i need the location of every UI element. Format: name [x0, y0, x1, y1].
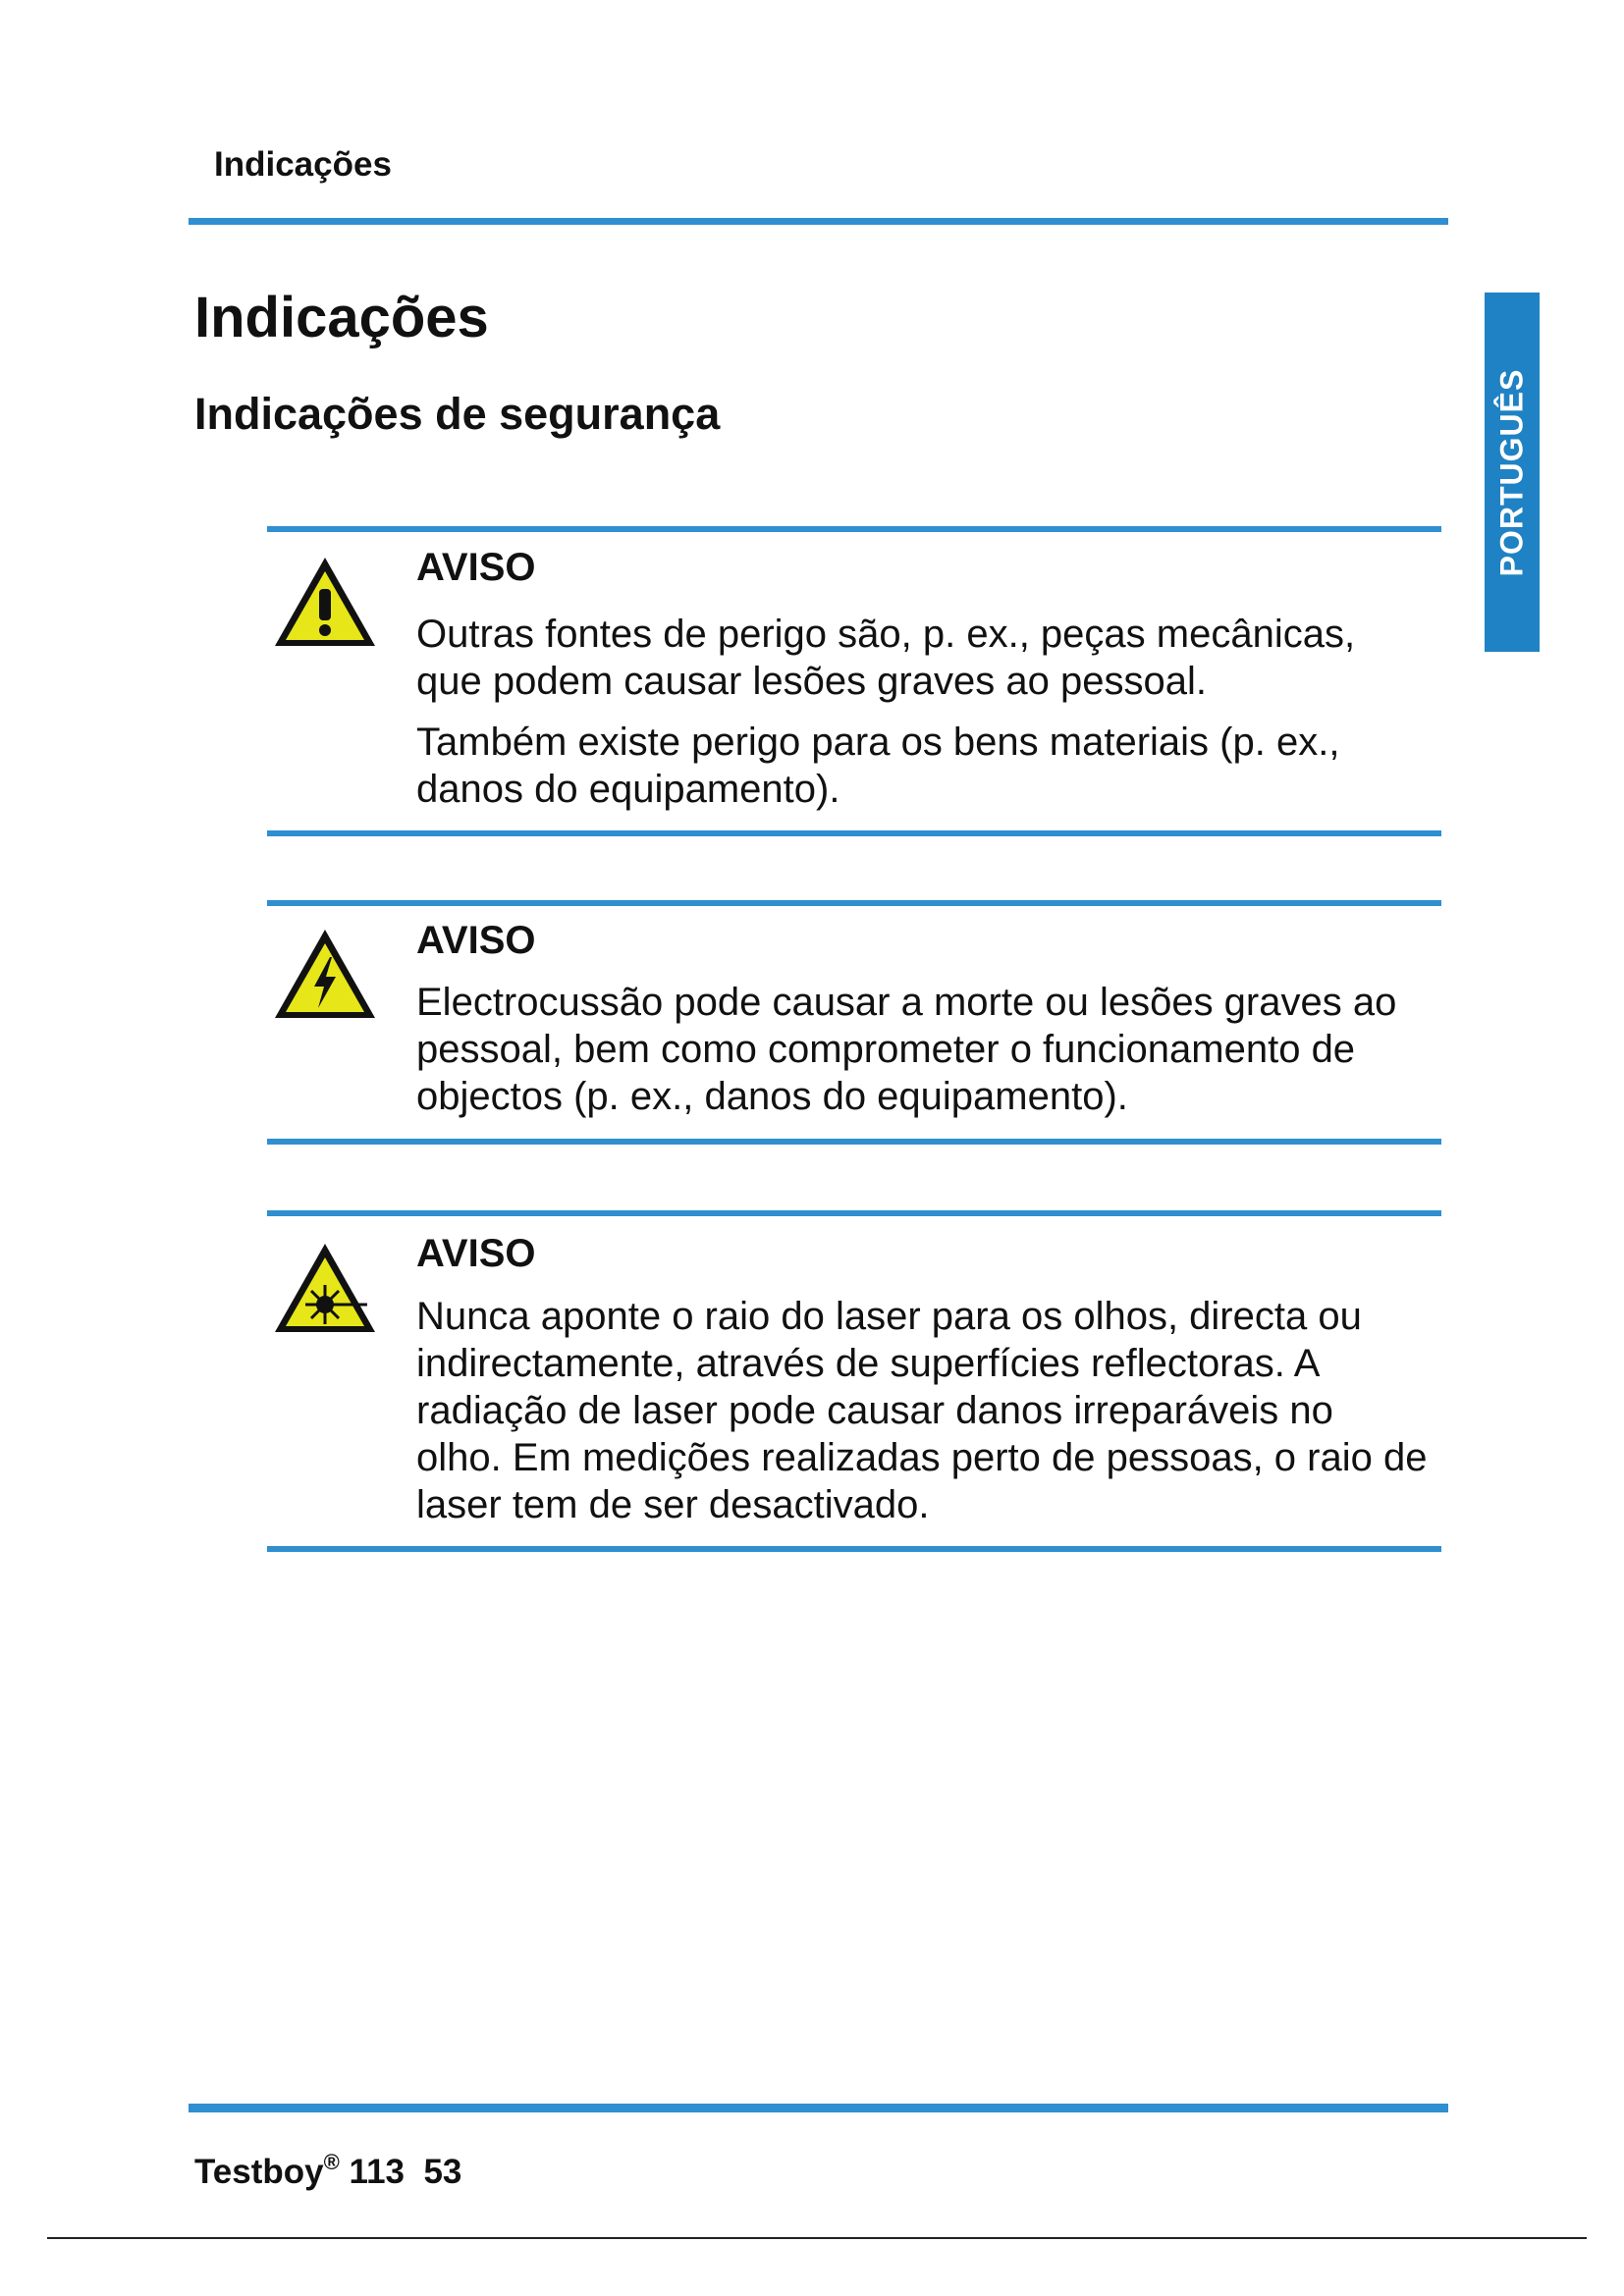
running-header: Indicações: [214, 145, 392, 184]
language-tab-label: PORTUGUÊS: [1493, 368, 1530, 576]
warning-box: [267, 526, 1441, 840]
page-title: Indicações: [194, 286, 489, 349]
warning-box: [267, 1210, 1441, 1564]
general-warning-icon: [271, 554, 379, 650]
warning-text: Também existe perigo para os bens materiais (p. ex., danos do equipamento).: [416, 721, 1340, 811]
footer-model: 113: [349, 2153, 406, 2191]
warning-top-rule: [267, 1210, 1441, 1216]
warning-title: AVISO: [416, 1232, 536, 1275]
warning-top-rule: [267, 900, 1441, 906]
footer-rule: [189, 2104, 1448, 2112]
laser-warning-icon: [271, 1240, 379, 1336]
registered-mark: ®: [323, 2150, 340, 2174]
warning-title: AVISO: [416, 919, 536, 962]
warning-text: Electrocussão pode causar a morte ou lesões graves ao pessoal, bem como comprometer o funcionamento de objectos (p. ex., danos do equipamento).: [416, 981, 1397, 1118]
language-tab: [1485, 293, 1540, 652]
header-rule: [189, 218, 1448, 225]
page-number: 53: [423, 2153, 462, 2191]
warning-bottom-rule: [267, 1546, 1441, 1552]
warning-title: AVISO: [416, 546, 536, 589]
warning-text: Nunca aponte o raio do laser para os olhos, directa ou indirectamente, através de superfícies reflectoras. A radiação de laser pode causar danos irreparáveis no olho. Em medições realizadas perto de pessoas, o raio de laser tem de ser desactivado.: [416, 1295, 1428, 1526]
footer: [194, 2150, 461, 2192]
warning-text: Outras fontes de perigo são, p. ex., peças mecânicas, que podem causar lesões graves ao pessoal.: [416, 613, 1356, 703]
warning-top-rule: [267, 526, 1441, 532]
warning-bottom-rule: [267, 830, 1441, 836]
warning-box: [267, 900, 1441, 1155]
electric-shock-warning-icon: [271, 926, 379, 1022]
section-title: Indicações de segurança: [194, 389, 721, 439]
footer-brand: Testboy: [194, 2153, 324, 2191]
warning-bottom-rule: [267, 1139, 1441, 1145]
page-bottom-rule: [47, 2237, 1587, 2239]
